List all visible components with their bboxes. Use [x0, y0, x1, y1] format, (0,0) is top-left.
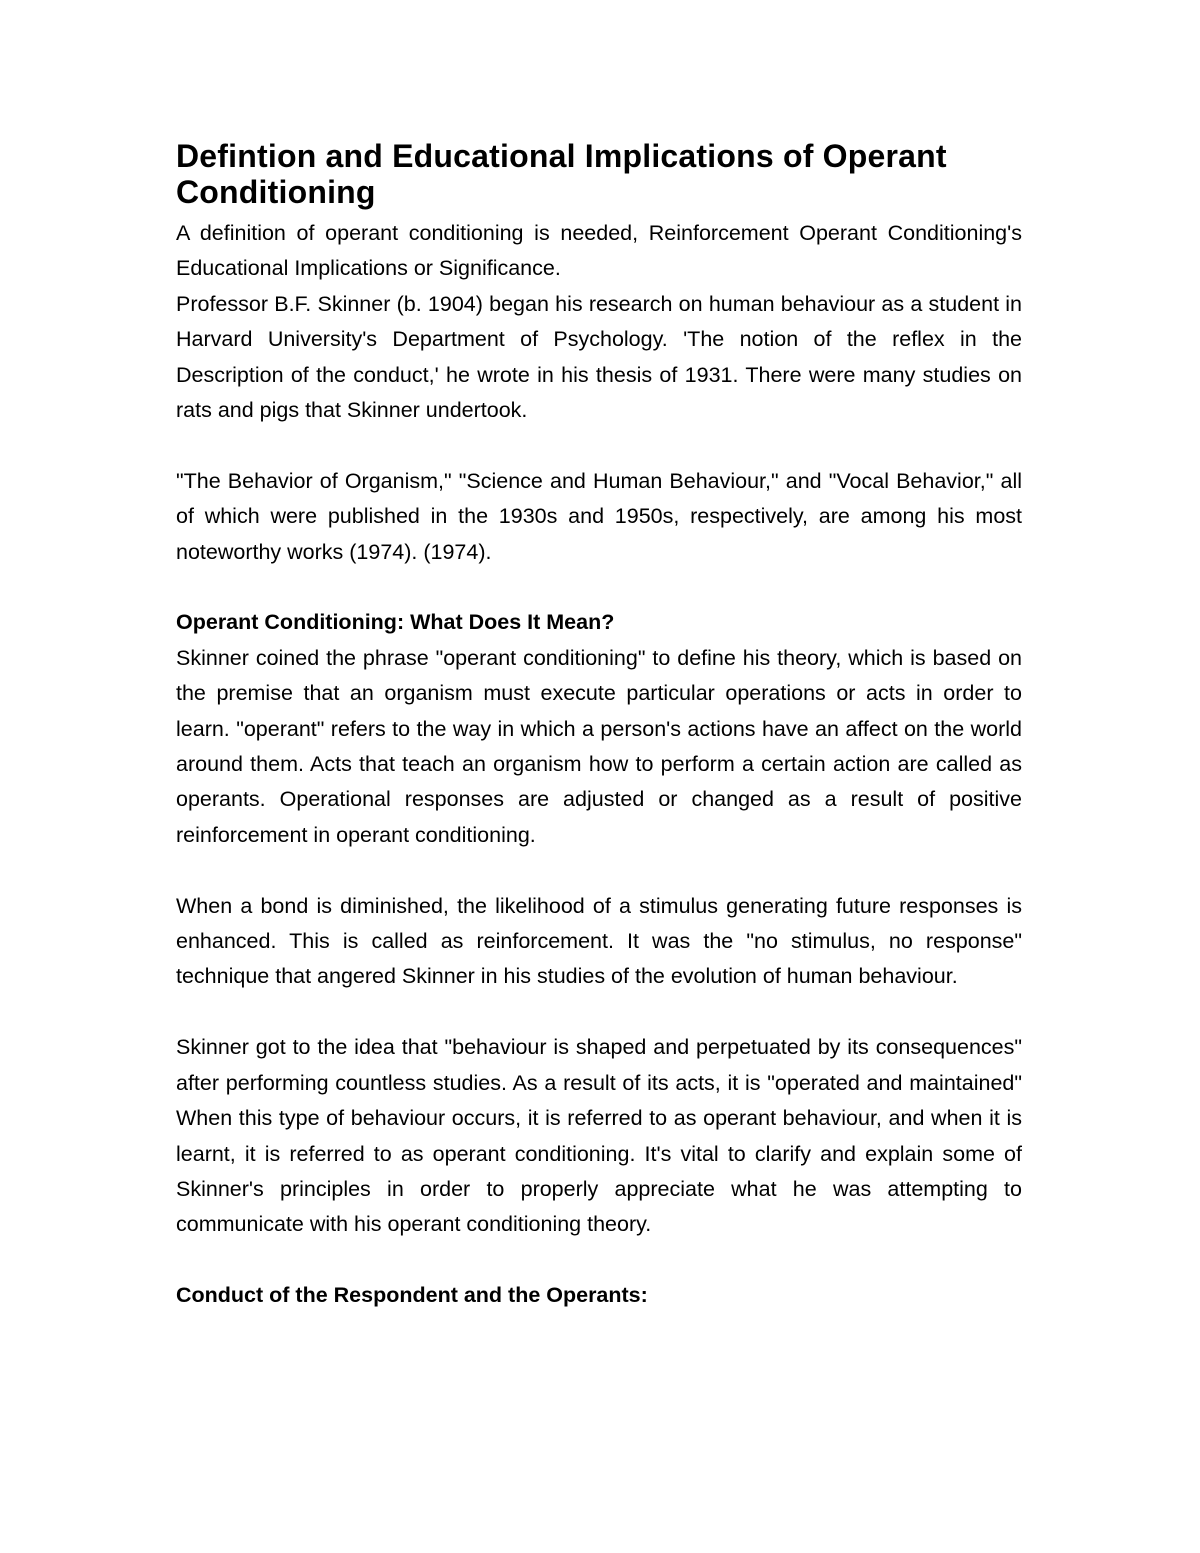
- document-title: Defintion and Educational Implications of Operant Conditioning: [176, 138, 947, 210]
- intro-paragraph: A definition of operant conditioning is needed, Reinforcement Operant Conditioning's Educational Implications or Significance.: [176, 221, 1022, 281]
- section-heading-conduct: Conduct of the Respondent and the Operants:: [176, 1283, 648, 1308]
- operant-definition-paragraph: Skinner coined the phrase "operant conditioning" to define his theory, which is based on the premise that an organism must execute particular operations or acts in order to learn. "operant" refers to the way in which a person's actions have an affect on the world around them. Acts that teach an organism how to perform a certain action are called as operants. Operational responses are adjusted or changed as a result of positive reinforcement in operant conditioning.: [176, 645, 1022, 847]
- document-body: [176, 138, 1022, 1538]
- notable-works-paragraph: "The Behavior of Organism," "Science and Human Behaviour," and "Vocal Behavior," all of which were published in the 1930s and 1950s, respectively, are among his most noteworthy works (1974). (1974).: [176, 468, 1022, 564]
- consequences-paragraph: Skinner got to the idea that "behaviour is shaped and perpetuated by its consequences" after performing countless studies. As a result of its acts, it is "operated and maintained" When this type of behaviour occurs, it is referred to as operant behaviour, and when it is learnt, it is referred to as operant conditioning. It's vital to clarify and explain some of Skinner's principles in order to properly appreciate what he was attempting to communicate with his operant conditioning theory.: [176, 1035, 1022, 1237]
- reinforcement-paragraph: When a bond is diminished, the likelihood of a stimulus generating future responses is enhanced. This is called as reinforcement. It was the "no stimulus, no response" technique that angered Skinner in his studies of the evolution of human behaviour.: [176, 893, 1022, 989]
- skinner-background-paragraph: Professor B.F. Skinner (b. 1904) began his research on human behaviour as a student in Harvard University's Department of Psychology. 'The notion of the reflex in the Description of the conduct,' he wrote in his thesis of 1931. There were many studies on rats and pigs that Skinner undertook.: [176, 291, 1022, 423]
- section-heading-meaning: Operant Conditioning: What Does It Mean?: [176, 610, 615, 635]
